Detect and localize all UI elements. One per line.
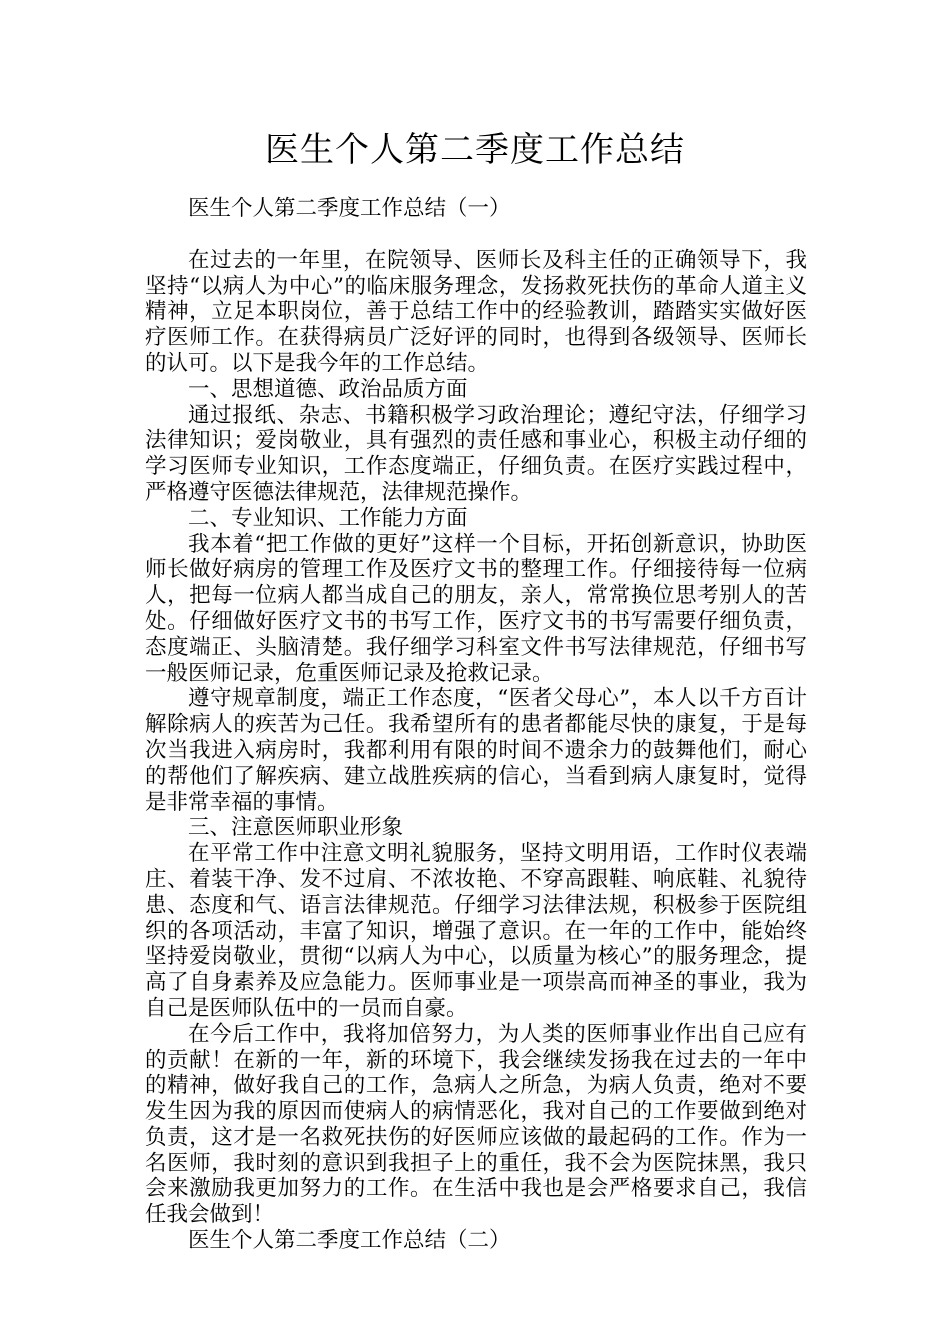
paragraph-image: 在平常工作中注意文明礼貌服务，坚持文明用语，工作时仪表端庄、着装干净、发不过肩、不浓妆艳、不穿高跟鞋、响底鞋、礼貌待患、态度和气、语言法律规范。仔细学习法律法规，积极参于医院组织的各项活动，丰富了知识，增强了意识。在一年的工作中，能始终坚持爱岗敬业，贯彻“以病人为中心，以质量为核心”的服务理念，提高了自身素养及应急能力。医师事业是一项崇高而神圣的事业，我为自己是医师队伍中的一员而自豪。 (145, 841, 807, 1021)
section-title-moral: 一、思想道德、政治品质方面 (188, 376, 468, 402)
section-heading-2: 医生个人第二季度工作总结（二） (188, 1228, 511, 1254)
paragraph-moral: 通过报纸、杂志、书籍积极学习政治理论；遵纪守法，仔细学习法律知识；爱岗敬业，具有强烈的责任感和事业心，积极主动仔细的学习医师专业知识，工作态度端正，仔细负责。在医疗实践过程中，严格遵守医德法律规范，法律规范操作。 (145, 402, 807, 505)
document-body (145, 196, 807, 1254)
paragraph-future: 在今后工作中，我将加倍努力，为人类的医师事业作出自己应有的贡献！在新的一年，新的环境下，我会继续发扬我在过去的一年中的精神，做好我自己的工作，急病人之所急，为病人负责，绝对不要发生因为我的原因而使病人的病情恶化，我对自己的工作要做到绝对负责，这才是一名救死扶伤的好医师应该做的最起码的工作。作为一名医师，我时刻的意识到我担子上的重任，我不会为医院抹黑，我只会来激励我更加努力的工作。在生活中我也是会严格要求自己，我信任我会做到！ (145, 1021, 807, 1228)
document-title: 医生个人第二季度工作总结 (265, 130, 685, 170)
section-title-image: 三、注意医师职业形象 (188, 815, 404, 841)
section-heading-1: 医生个人第二季度工作总结（一） (188, 196, 511, 221)
section-title-professional: 二、专业知识、工作能力方面 (188, 505, 468, 531)
paragraph-rules: 遵守规章制度，端正工作态度，“医者父母心”，本人以千方百计解除病人的疾苦为己任。我希望所有的患者都能尽快的康复，于是每次当我进入病房时，我都利用有限的时间不遗余力的鼓舞他们，耐心的帮他们了解疾病、建立战胜疾病的信心，当看到病人康复时，觉得是非常幸福的事情。 (145, 686, 807, 815)
paragraph-professional: 我本着“把工作做的更好”这样一个目标，开拓创新意识，协助医师长做好病房的管理工作及医疗文书的整理工作。仔细接待每一位病人，把每一位病人都当成自己的朋友，亲人，常常换位思考别人的苦处。仔细做好医疗文书的书写工作，医疗文书的书写需要仔细负责，态度端正、头脑清楚。我仔细学习科室文件书写法律规范，仔细书写一般医师记录，危重医师记录及抢救记录。 (145, 531, 807, 686)
paragraph-intro: 在过去的一年里，在院领导、医师长及科主任的正确领导下，我坚持“以病人为中心”的临床服务理念，发扬救死扶伤的革命人道主义精神，立足本职岗位，善于总结工作中的经验教训，踏踏实实做好医疗医师工作。在获得病员广泛好评的同时，也得到各级领导、医师长的认可。以下是我今年的工作总结。 (145, 247, 807, 376)
